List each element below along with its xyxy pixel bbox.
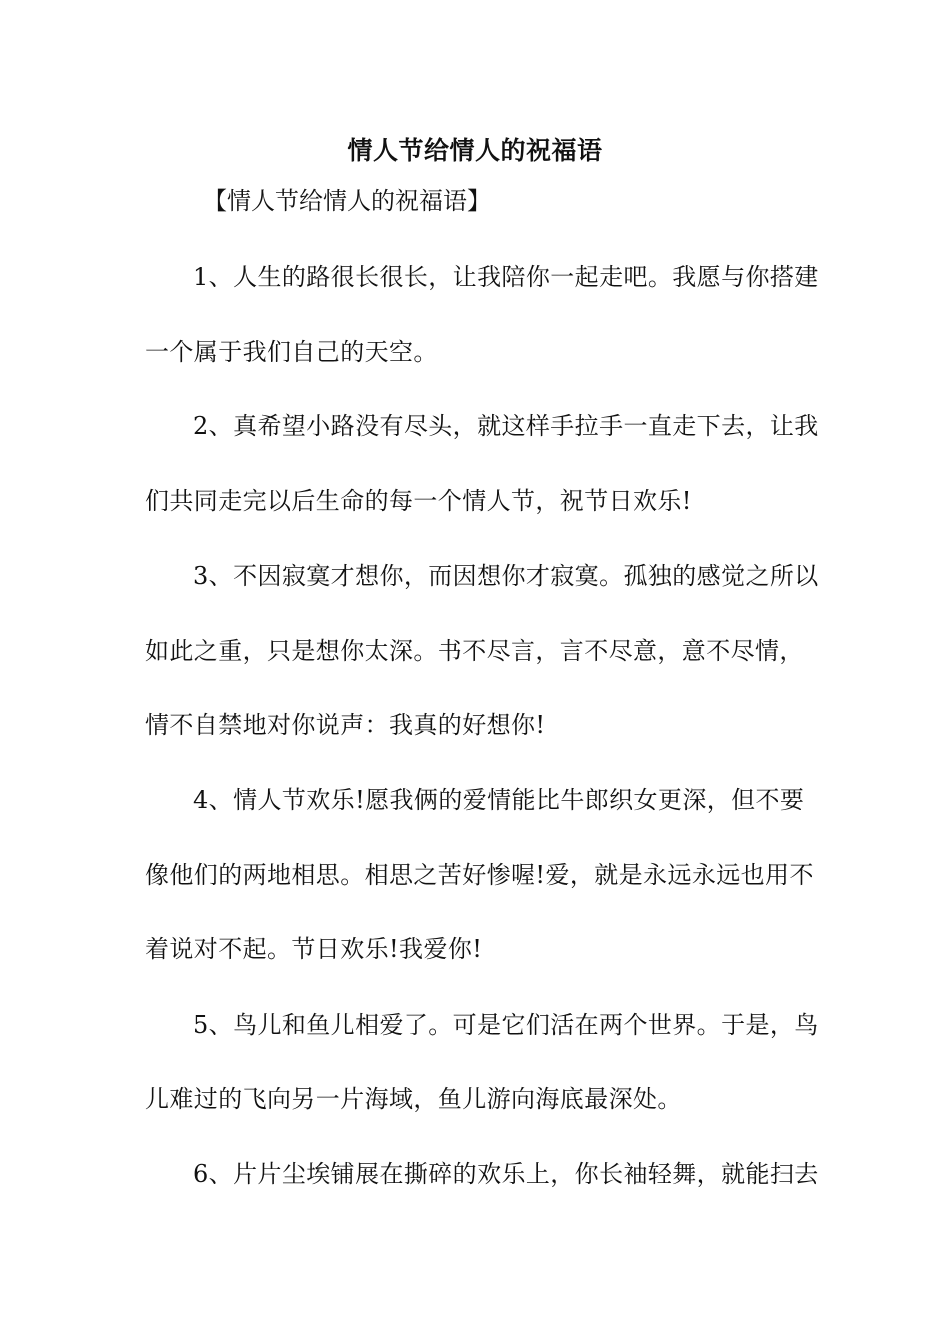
paragraph-1-line-1: 1、人生的路很长很长，让我陪你一起走吧。我愿与你搭建 — [193, 263, 819, 291]
paragraph-6-line-1: 6、片片尘埃铺展在撕碎的欢乐上，你长袖轻舞，就能扫去 — [193, 1160, 819, 1188]
paragraph-5-line-2: 儿难过的飞向另一片海域，鱼儿游向海底最深处。 — [145, 1085, 682, 1113]
paragraph-1-line-2: 一个属于我们自己的天空。 — [145, 338, 438, 366]
document-subtitle: 【情人节给情人的祝福语】 — [203, 187, 491, 215]
paragraph-4-line-2: 像他们的两地相思。相思之苦好惨喔!爱，就是永远永远也用不 — [145, 861, 814, 889]
paragraph-2-line-2: 们共同走完以后生命的每一个情人节，祝节日欢乐! — [145, 487, 692, 515]
paragraph-3-line-1: 3、不因寂寞才想你，而因想你才寂寞。孤独的感觉之所以 — [193, 562, 819, 590]
paragraph-3-line-2: 如此之重，只是想你太深。书不尽言，言不尽意，意不尽情， — [145, 637, 804, 665]
paragraph-5-line-1: 5、鸟儿和鱼儿相爱了。可是它们活在两个世界。于是，鸟 — [193, 1011, 819, 1039]
paragraph-2-line-1: 2、真希望小路没有尽头，就这样手拉手一直走下去，让我 — [193, 412, 819, 440]
document-title: 情人节给情人的祝福语 — [347, 136, 603, 165]
paragraph-4-line-1: 4、情人节欢乐!愿我俩的爱情能比牛郎织女更深，但不要 — [193, 786, 805, 814]
paragraph-4-line-3: 着说对不起。节日欢乐!我爱你! — [145, 935, 483, 963]
paragraph-3-line-3: 情不自禁地对你说声：我真的好想你! — [145, 711, 546, 739]
